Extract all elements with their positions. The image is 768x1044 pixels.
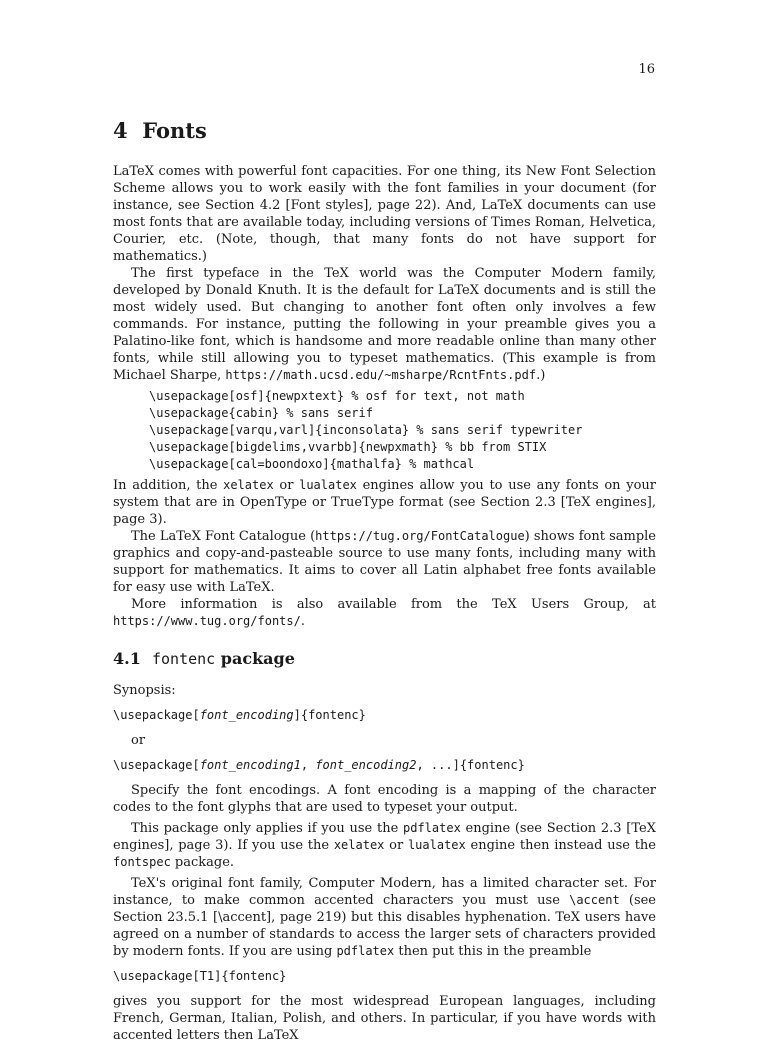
paragraph-typeface: The first typeface in the TeX world was the Computer Modern family, developed by Donald Knuth. It is the default for LaTeX documents and is still the most widely used. But changing to another font often only involves a few commands. For instance, putting the following in your preamble gives you a Palatino-like font, which is handsome and more readable online than many other fonts, while still allowing you to typeset mathematics. (This example is from Michael Sharpe, https://math.ucsd.edu/~msharpe/RcntFnts.pdf.) xyxy=(113,266,656,383)
paragraph-pdflatex: This package only applies if you use the pdflatex engine (see Section 2.3 [TeX engines], page 3). If you use the xelatex or lualatex engine then instead use the fontspec package. xyxy=(113,821,656,870)
synopsis-code-2: \usepackage[font_encoding1, font_encoding2, ...]{fontenc} xyxy=(113,758,525,772)
subsection-heading: 4.1 fontenc package xyxy=(113,649,295,668)
code-line: \usepackage[cal=boondoxo]{mathalfa} % mathcal xyxy=(149,457,475,471)
code-line: \usepackage[osf]{newpxtext} % osf for text, not math xyxy=(149,389,525,403)
section-title: Fonts xyxy=(142,118,207,143)
paragraph-intro: LaTeX comes with powerful font capacities. For one thing, its New Font Selection Scheme allows you to work easily with the font families in your document (for instance, see Section 4.2 [Font styles], page 22). And, LaTeX documents can use most fonts that are available today, including versions of Times Roman, Helvetica, Courier, etc. (Note, though, that many fonts do not have support for mathematics.) xyxy=(113,164,656,264)
paragraph-encodings: Specify the font encodings. A font encoding is a mapping of the character codes to the font glyphs that are used to typeset your output. xyxy=(113,783,656,815)
paragraph-computer-modern: TeX's original font family, Computer Modern, has a limited character set. For instance, to make common accented characters you must use \accent (see Section 23.5.1 [\accent], page 219) but this disables hyphenation. TeX users have agreed on a number of standards to access the larger sets of characters provided by modern fonts. If you are using pdflatex then put this in the preamble xyxy=(113,876,657,959)
code-line: \usepackage{cabin} % sans serif xyxy=(149,406,373,420)
code-line: \usepackage[varqu,varl]{inconsolata} % sans serif typewriter xyxy=(149,423,583,437)
paragraph-engines: In addition, the xelatex or lualatex engines allow you to use any fonts on your system that are in OpenType or TrueType format (see Section 2.3 [TeX engines], page 3). xyxy=(113,478,656,527)
synopsis-code-1: \usepackage[font_encoding]{fontenc} xyxy=(113,708,366,722)
code-block-preamble xyxy=(149,388,656,473)
paragraph-european: gives you support for the most widespread European languages, including French, German, Italian, Polish, and others. In particular, if you have words with accented letters then LaTeX xyxy=(113,994,656,1043)
link-sharpe[interactable]: https://math.ucsd.edu/~msharpe/RcntFnts.pdf xyxy=(225,368,537,382)
paragraph-catalogue: The LaTeX Font Catalogue (https://tug.org/FontCatalogue) shows font sample graphics and copy-and-pasteable source to use many fonts, including many with support for mathematics. It aims to cover all Latin alphabet free fonts available for easy use with LaTeX. xyxy=(113,529,657,595)
section-heading xyxy=(113,116,656,146)
paragraph-tug: More information is also available from the TeX Users Group, at https://www.tug.org/fonts/. xyxy=(113,597,656,629)
link-font-catalogue[interactable]: https://tug.org/FontCatalogue xyxy=(315,529,525,543)
page-number: 16 xyxy=(638,62,655,77)
page-content xyxy=(113,116,656,1044)
section-number: 4 xyxy=(113,118,128,143)
code-fontenc-t1: \usepackage[T1]{fontenc} xyxy=(113,969,287,983)
code-line: \usepackage[bigdelims,vvarbb]{newpxmath} % bb from STIX xyxy=(149,440,547,454)
link-tug-fonts[interactable]: https://www.tug.org/fonts/ xyxy=(113,614,301,628)
or-label: or xyxy=(131,733,146,748)
synopsis-label: Synopsis: xyxy=(113,683,176,698)
